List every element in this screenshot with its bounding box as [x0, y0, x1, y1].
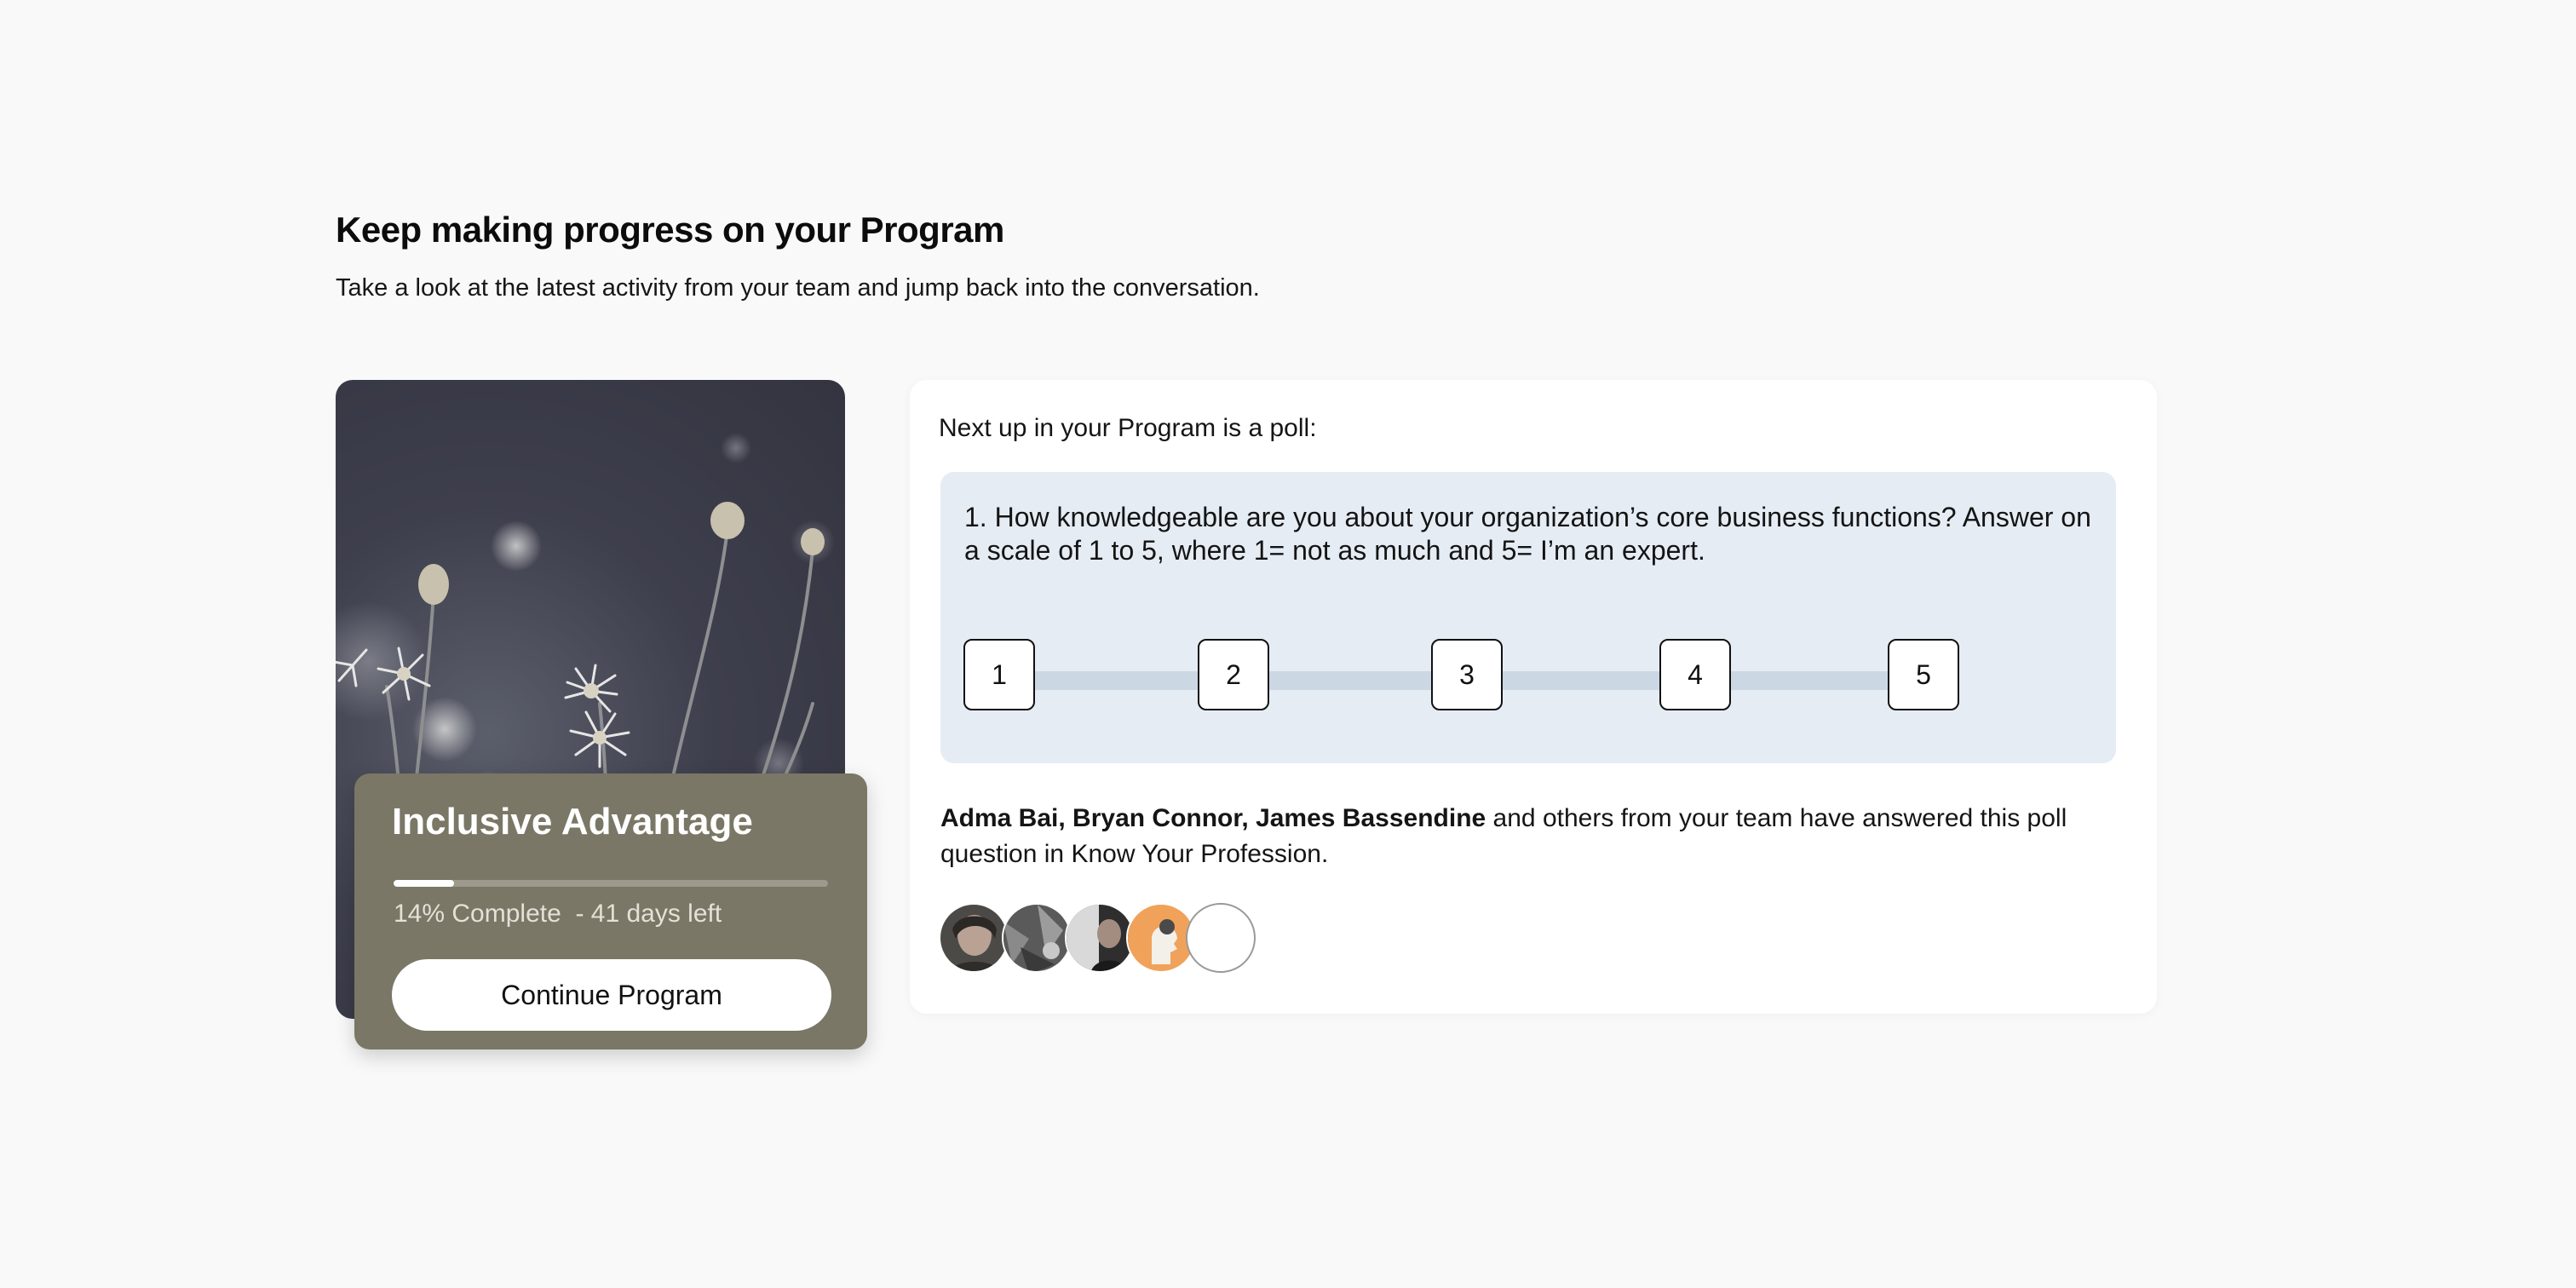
page-subtitle: Take a look at the latest activity from your team and jump back into the conversation.: [336, 274, 1260, 302]
avatar[interactable]: [1002, 903, 1072, 973]
scale-option-4[interactable]: 4: [1659, 639, 1731, 710]
program-summary-panel: [354, 773, 867, 1049]
avatar[interactable]: [1065, 903, 1135, 973]
answered-names: Adma Bai, Bryan Connor, James Bassendine: [940, 804, 1486, 832]
avatar[interactable]: [939, 903, 1009, 973]
progress-status-text: 14% Complete - 41 days left: [394, 900, 722, 928]
progress-bar-fill: [394, 880, 454, 887]
team-answered-text: [940, 801, 2125, 872]
scale-option-1[interactable]: 1: [963, 639, 1035, 710]
scale-option-2[interactable]: 2: [1198, 639, 1269, 710]
poll-intro-text: Next up in your Program is a poll:: [939, 414, 1317, 442]
poll-question-text: 1. How knowledgeable are you about your organization’s core business functions? Answer on a scale of 1 to 5, where 1= not as much and 5= I’m an expert.: [964, 502, 2091, 566]
team-avatars: [939, 903, 1262, 975]
scale-option-3[interactable]: 3: [1431, 639, 1503, 710]
avatar-placeholder[interactable]: [1186, 903, 1256, 973]
answered-rest: and others from your team have answered this poll question in Know Your Profession.: [940, 804, 2067, 868]
poll-question-box: [940, 472, 2116, 763]
progress-bar: [394, 880, 828, 887]
program-title: Inclusive Advantage: [392, 801, 753, 842]
poll-card: [910, 380, 2157, 1014]
scale-option-5[interactable]: 5: [1888, 639, 1959, 710]
continue-program-button[interactable]: Continue Program: [392, 959, 831, 1031]
page-title: Keep making progress on your Program: [336, 210, 1004, 250]
